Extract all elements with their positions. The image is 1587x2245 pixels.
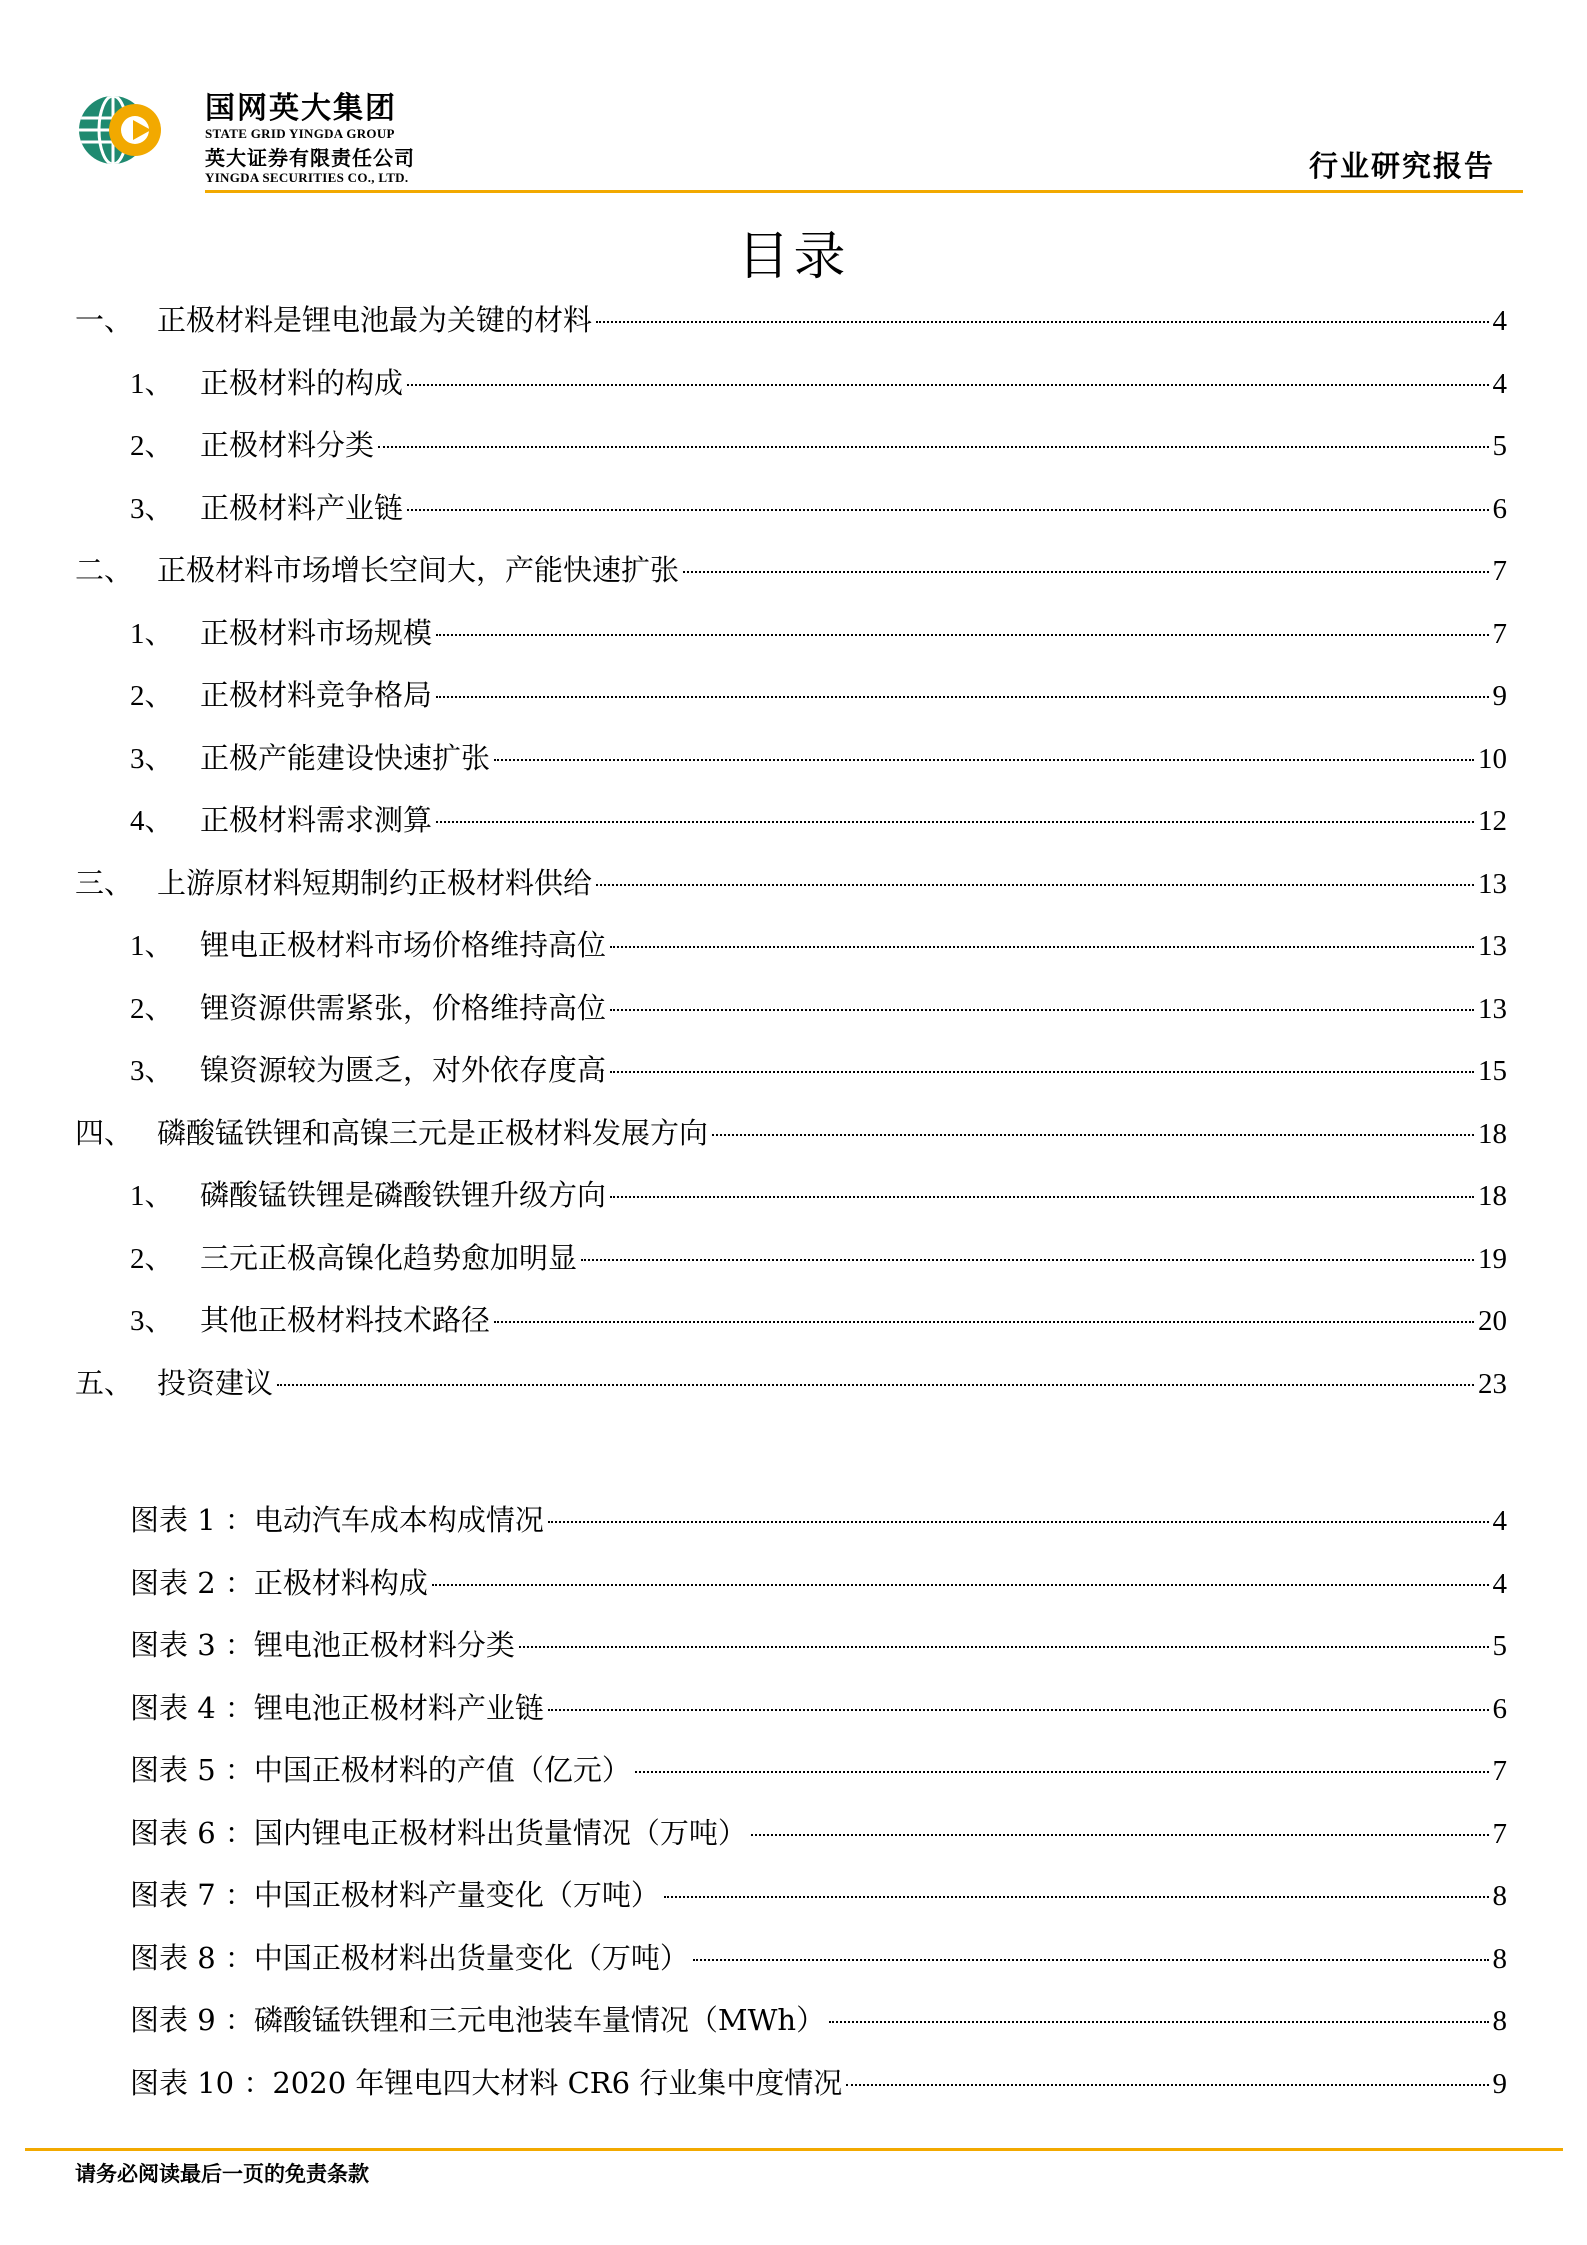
toc-figure-entry-page-number: 9 [1492, 2067, 1507, 2100]
toc-figure-entry[interactable] [130, 2063, 1507, 2103]
toc-subsection-entry[interactable] [130, 800, 1507, 840]
toc-figure-entry-label: 中国正极材料的产值（亿元） [253, 1753, 631, 1787]
toc-subsection-entry-page-number: 13 [1478, 992, 1507, 1025]
toc-figure-entry[interactable] [130, 1875, 1507, 1915]
toc-subsection-entry-number: 3、 [130, 1055, 174, 1087]
toc-subsection-entry-page-number: 13 [1478, 930, 1507, 962]
footer-divider [25, 2148, 1563, 2151]
dot-leader [751, 1834, 1489, 1836]
toc-figure-entry-label: 中国正极材料产量变化（万吨） [253, 1878, 660, 1912]
dot-leader [610, 1009, 1474, 1011]
toc-section-entry-label: 正极材料市场增长空间大，产能快速扩张 [157, 553, 680, 587]
toc-figure-entry[interactable] [130, 1938, 1507, 1978]
toc-section-entry-number: 五、 [75, 1365, 134, 1400]
toc-subsection-entry-page-number: 15 [1478, 1055, 1507, 1087]
toc-subsection-entry-number: 1、 [130, 930, 174, 962]
toc-figure-entry-label: 锂电池正极材料产业链 [253, 1690, 544, 1725]
toc-section-entry-page-number: 18 [1478, 1117, 1507, 1150]
toc-subsection-entry-page-number: 19 [1478, 1242, 1507, 1275]
toc-subsection-entry-page-number: 7 [1492, 617, 1507, 650]
dot-leader [494, 759, 1474, 761]
toc-figure-entry-label: 电动汽车成本构成情况 [253, 1503, 544, 1537]
toc-subsection-entry-page-number: 12 [1478, 805, 1507, 837]
brand-name-cn: 国网英大集团 [205, 91, 397, 126]
dot-leader [829, 2021, 1488, 2023]
toc-figure-entry-label: 磷酸锰铁锂和三元电池装车量情况（MWh） [253, 2003, 826, 2037]
toc-figure-entry-number: 图表 8 ： [130, 1940, 254, 1975]
dot-leader [378, 446, 1488, 448]
toc-section-entry-page-number: 7 [1492, 555, 1507, 587]
toc-subsection-entry-number: 2、 [130, 992, 174, 1025]
dot-leader [635, 1771, 1489, 1773]
toc-figure-entry-page-number: 8 [1492, 1942, 1507, 1975]
toc-subsection-entry-number: 1、 [130, 367, 174, 400]
toc-figure-entry-page-number: 4 [1492, 1505, 1507, 1537]
dot-leader [277, 1384, 1474, 1386]
toc-subsection-entry-label: 正极材料产业链 [200, 490, 404, 525]
header-divider [205, 190, 1523, 193]
toc-subsection-entry[interactable] [130, 925, 1507, 965]
toc-subsection-entry-number: 3、 [130, 742, 174, 775]
toc-subsection-entry-label: 正极材料需求测算 [200, 803, 433, 837]
toc-subsection-entry[interactable] [130, 613, 1507, 653]
toc-section-entry-number: 一、 [75, 303, 134, 337]
toc-figure-entry[interactable] [130, 1750, 1507, 1790]
toc-subsection-entry[interactable] [130, 363, 1507, 403]
toc-figure-entry[interactable] [130, 1500, 1507, 1540]
toc-subsection-entry-label: 正极产能建设快速扩张 [200, 740, 491, 775]
toc-subsection-entry-page-number: 18 [1478, 1180, 1507, 1212]
toc-figure-entry-label: 锂电池正极材料分类 [253, 1628, 515, 1662]
toc-figure-entry-number: 图表 3 ： [130, 1628, 254, 1662]
dot-leader [436, 821, 1474, 823]
toc-subsection-entry[interactable] [130, 1300, 1507, 1340]
dot-leader [846, 2084, 1488, 2086]
toc-section-entry[interactable] [75, 1113, 1507, 1153]
toc-figure-entry[interactable] [130, 2000, 1507, 2040]
dot-leader [610, 946, 1474, 948]
toc-subsection-entry-number: 2、 [130, 430, 174, 462]
dot-leader [494, 1321, 1474, 1323]
dot-leader [432, 1584, 1489, 1586]
footer-disclaimer: 请务必阅读最后一页的免责条款 [75, 2162, 369, 2186]
toc-figure-entry-number: 图表 5 ： [130, 1753, 254, 1787]
toc-figure-entry-label: 国内锂电正极材料出货量情况（万吨） [253, 1815, 747, 1850]
toc-figure-entry[interactable] [130, 1563, 1507, 1603]
toc-section-entry-label: 投资建议 [157, 1365, 274, 1400]
toc-figure-entry-number: 图表 7 ： [130, 1878, 254, 1912]
toc-title: 目录 [737, 227, 850, 287]
toc-subsection-entry[interactable] [130, 1050, 1507, 1090]
toc-section-entry[interactable] [75, 863, 1507, 903]
toc-subsection-entry-page-number: 6 [1492, 492, 1507, 525]
toc-subsection-entry-label: 其他正极材料技术路径 [200, 1303, 491, 1337]
toc-subsection-entry-number: 4、 [130, 805, 174, 837]
toc-section-entry-page-number: 23 [1478, 1367, 1507, 1400]
toc-subsection-entry[interactable] [130, 988, 1507, 1028]
toc-section-entry-label: 上游原材料短期制约正极材料供给 [157, 865, 593, 900]
toc-section-entry-page-number: 13 [1478, 867, 1507, 900]
toc-subsection-entry-page-number: 9 [1492, 680, 1507, 712]
toc-section-entry-number: 二、 [75, 553, 134, 587]
toc-section-entry-number: 三、 [75, 865, 134, 900]
toc-subsection-entry[interactable] [130, 1175, 1507, 1215]
dot-leader [693, 1959, 1489, 1961]
dot-leader [683, 571, 1488, 573]
toc-subsection-entry[interactable] [130, 1238, 1507, 1278]
toc-figure-entry[interactable] [130, 1688, 1507, 1728]
toc-subsection-entry[interactable] [130, 488, 1507, 528]
dot-leader [548, 1521, 1489, 1523]
toc-subsection-entry-label: 正极材料竞争格局 [200, 678, 433, 712]
toc-subsection-entry-number: 2、 [130, 680, 174, 712]
brand-name-en: STATE GRID YINGDA GROUP [205, 126, 395, 141]
toc-figure-entry-number: 图表 1 ： [130, 1503, 254, 1537]
toc-subsection-entry[interactable] [130, 675, 1507, 715]
toc-figure-entry-page-number: 6 [1492, 1692, 1507, 1725]
dot-leader [407, 384, 1488, 386]
toc-figure-entry-page-number: 4 [1492, 1567, 1507, 1600]
toc-figure-entry-page-number: 5 [1492, 1630, 1507, 1662]
toc-figure-entry-label: 中国正极材料出货量变化（万吨） [253, 1940, 689, 1975]
toc-section-entry-label: 正极材料是锂电池最为关键的材料 [157, 303, 593, 337]
dot-leader [596, 321, 1488, 323]
toc-section-entry[interactable] [75, 550, 1507, 590]
toc-figure-entry-number: 图表 10 ： [130, 2065, 273, 2100]
toc-section-entry[interactable] [75, 1363, 1507, 1403]
toc-figure-entry-page-number: 8 [1492, 2005, 1507, 2037]
toc-subsection-entry-label: 磷酸锰铁锂是磷酸铁锂升级方向 [200, 1178, 607, 1212]
toc-subsection-entry-label: 正极材料市场规模 [200, 615, 433, 650]
dot-leader [712, 1134, 1474, 1136]
toc-figure-entry[interactable] [130, 1813, 1507, 1853]
report-type: 行业研究报告 [1308, 149, 1495, 183]
toc-figure-entry-page-number: 7 [1492, 1817, 1507, 1850]
toc-figure-entry-label: 正极材料构成 [253, 1565, 428, 1600]
toc-section-entry-label: 磷酸锰铁锂和高镍三元是正极材料发展方向 [157, 1115, 709, 1150]
toc-subsection-entry-number: 2、 [130, 1242, 174, 1275]
dot-leader [436, 696, 1488, 698]
toc-subsection-entry-page-number: 5 [1492, 430, 1507, 462]
toc-figure-entry-number: 图表 9 ： [130, 2003, 254, 2037]
brand-block [205, 92, 415, 186]
dot-leader [596, 884, 1474, 886]
toc-subsection-entry-number: 1、 [130, 617, 174, 650]
toc-figure-entry[interactable] [130, 1625, 1507, 1665]
dot-leader [407, 509, 1488, 511]
toc-figure-entry-number: 图表 2 ： [130, 1565, 254, 1600]
toc-figure-entry-number: 图表 6 ： [130, 1815, 254, 1850]
toc-figure-entry-page-number: 8 [1492, 1880, 1507, 1912]
dot-leader [581, 1259, 1474, 1261]
dot-leader [519, 1646, 1489, 1648]
toc-subsection-entry-number: 3、 [130, 1305, 174, 1337]
toc-figure-entry-number: 图表 4 ： [130, 1690, 254, 1725]
dot-leader [548, 1709, 1489, 1711]
company-name-cn: 英大证券有限责任公司 [205, 146, 415, 170]
company-name-en: YINGDA SECURITIES CO., LTD. [205, 170, 409, 185]
toc-subsection-entry-label: 正极材料的构成 [200, 365, 404, 400]
toc-subsection-entry[interactable] [130, 738, 1507, 778]
toc-subsection-entry-page-number: 20 [1478, 1305, 1507, 1337]
toc-subsection-entry-page-number: 4 [1492, 367, 1507, 400]
toc-section-entry-page-number: 4 [1492, 305, 1507, 337]
toc-subsection-entry-page-number: 10 [1478, 742, 1507, 775]
toc-subsection-entry[interactable] [130, 425, 1507, 465]
dot-leader [610, 1196, 1474, 1198]
toc-subsection-entry-number: 3、 [130, 492, 174, 525]
dot-leader [610, 1071, 1474, 1073]
toc-figure-entry-label: 2020 年锂电四大材料 CR6 行业集中度情况 [272, 2065, 843, 2100]
toc-subsection-entry-label: 镍资源较为匮乏，对外依存度高 [200, 1053, 607, 1087]
toc-subsection-entry-label: 正极材料分类 [200, 428, 375, 462]
state-grid-logo-icon [75, 92, 185, 168]
dot-leader [436, 634, 1488, 636]
toc-subsection-entry-label: 三元正极高镍化趋势愈加明显 [200, 1240, 578, 1275]
toc-subsection-entry-number: 1、 [130, 1180, 174, 1212]
toc-subsection-entry-label: 锂资源供需紧张，价格维持高位 [200, 990, 607, 1025]
toc-subsection-entry-label: 锂电正极材料市场价格维持高位 [200, 928, 607, 962]
toc-figure-entry-page-number: 7 [1492, 1755, 1507, 1787]
toc-section-entry[interactable] [75, 300, 1507, 340]
toc-section-entry-number: 四、 [75, 1115, 134, 1150]
dot-leader [664, 1896, 1489, 1898]
